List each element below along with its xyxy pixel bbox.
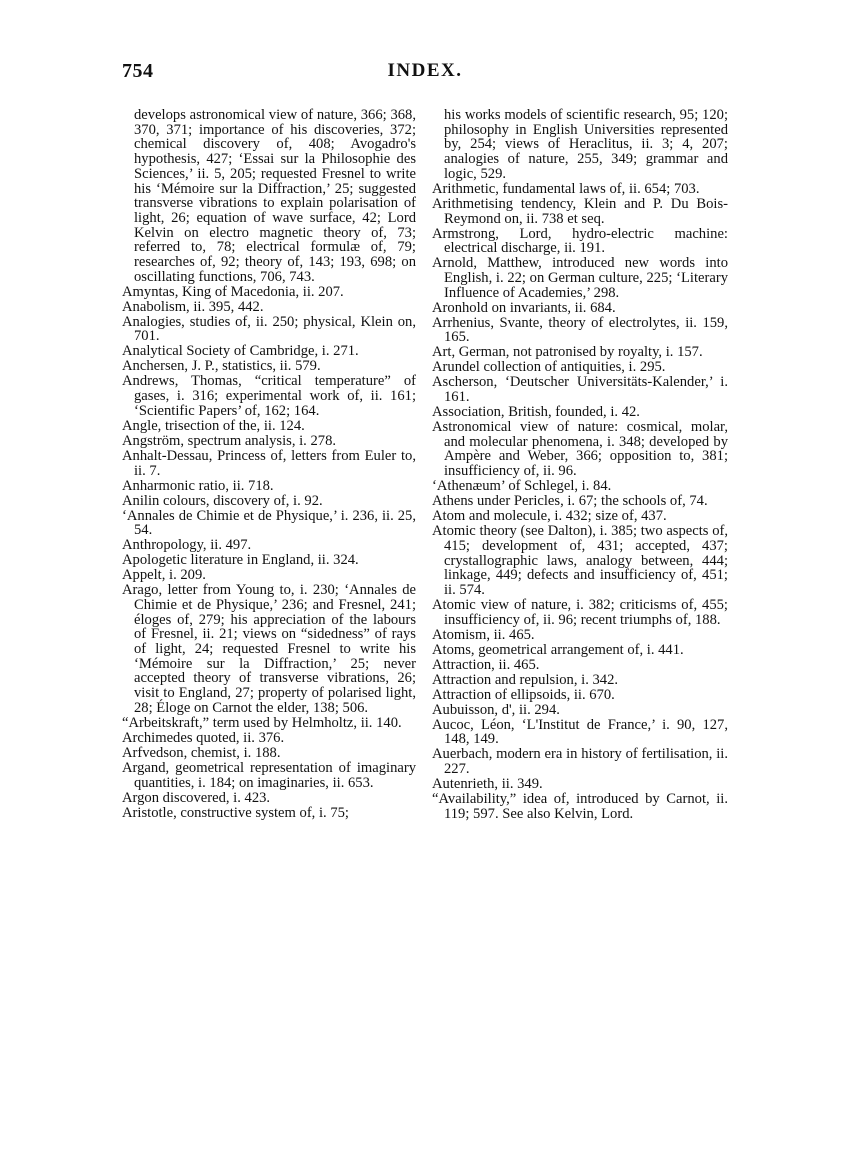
index-entry: Aubuisson, d', ii. 294. bbox=[432, 701, 560, 718]
index-entry: Aronhold on invariants, ii. 684. bbox=[432, 299, 616, 316]
index-entry: Apologetic literature in England, ii. 324. bbox=[122, 552, 359, 569]
index-entry: Angström, spectrum analysis, i. 278. bbox=[122, 432, 337, 449]
index-entry: Attraction and repulsion, i. 342. bbox=[432, 671, 619, 688]
index-entry: Anthropology, ii. 497. bbox=[122, 537, 252, 554]
page-title: INDEX. bbox=[387, 60, 463, 81]
index-entry: Arnold, Matthew, introduced new words into English, i. 22; on German culture, 225; ‘Literary Influence of Academies,’ 298. bbox=[432, 255, 728, 301]
index-entry: Auerbach, modern era in history of fertilisation, ii. 227. bbox=[432, 746, 728, 778]
index-entry: Argon discovered, i. 423. bbox=[122, 789, 271, 806]
index-entry: Anilin colours, discovery of, i. 92. bbox=[122, 492, 323, 509]
index-entry: Aucoc, Léon, ‘L'Institut de France,’ i. 90, 127, 148, 149. bbox=[432, 716, 728, 748]
index-entry: Analytical Society of Cambridge, i. 271. bbox=[122, 343, 359, 360]
index-entry: Arago, letter from Young to, i. 230; ‘Annales de Chimie et de Physique,’ 236; and Fresnel, 241; éloges of, 279; his appreciation of the labours of Fresnel, ii. 21; views on “sidedness” of rays of light, 24; requested Fresnel to write his ‘Mémoire sur la Diffraction,’ 25; never accepted theory of transverse vibrations, 26; visit to England, 27; property of polarised light, 28; Éloge on Carnot the elder, 138; 506. bbox=[122, 582, 416, 716]
index-entry: Attraction, ii. 465. bbox=[432, 656, 540, 673]
index-entry: ‘Annales de Chimie et de Physique,’ i. 236, ii. 25, 54. bbox=[122, 507, 416, 539]
index-entry: Arfvedson, chemist, i. 188. bbox=[122, 744, 281, 761]
index-entry: “Availability,” idea of, introduced by Carnot, ii. 119; 597. See also Kelvin, Lord. bbox=[432, 791, 728, 822]
index-column-left bbox=[122, 108, 416, 821]
index-entry: Art, German, not patronised by royalty, i. 157. bbox=[432, 344, 703, 361]
index-entry: Anharmonic ratio, ii. 718. bbox=[122, 477, 274, 494]
index-entry: Analogies, studies of, ii. 250; physical, Klein on, 701. bbox=[122, 313, 416, 345]
index-entry-continued: his works models of scientific research, 95; 120; philosophy in English Universities represented by, 254; views of Heraclitus, ii. 3; 4, 207; analogies of nature, 255, 349; grammar and logic, 529. bbox=[444, 107, 728, 182]
index-entry: ‘Athenæum’ of Schlegel, i. 84. bbox=[432, 478, 612, 495]
index-column-right bbox=[432, 108, 728, 822]
index-entry: Astronomical view of nature: cosmical, molar, and molecular phenomena, i. 348; developed by Ampère and Weber, 366; opposition to, 381; insufficiency of, ii. 96. bbox=[432, 419, 728, 480]
index-entry: Armstrong, Lord, hydro-electric machine: electrical discharge, ii. 191. bbox=[432, 225, 728, 257]
index-entry: Anhalt-Dessau, Princess of, letters from Euler to, ii. 7. bbox=[122, 447, 416, 479]
index-entry: Argand, geometrical representation of imaginary quantities, i. 184; on imaginaries, ii. 653. bbox=[122, 759, 416, 791]
index-entry: Atomic theory (see Dalton), i. 385; two aspects of, 415; development of, 431; accepted, 437; crystallographic laws, analogy between, 444; linkage, 449; defects and insufficiency of, 451; ii. 574. bbox=[432, 523, 728, 598]
index-entry: Atom and molecule, i. 432; size of, 437. bbox=[432, 508, 667, 525]
index-entry: Atomic view of nature, i. 382; criticisms of, 455; insufficiency of, ii. 96; recent triumphs of, 188. bbox=[432, 596, 728, 628]
index-entry: Arithmetising tendency, Klein and P. Du Bois-Reymond on, ii. 738 et seq. bbox=[432, 195, 728, 227]
index-entry: Arithmetic, fundamental laws of, ii. 654; 703. bbox=[432, 180, 700, 197]
index-entry: “Arbeitskraft,” term used by Helmholtz, ii. 140. bbox=[122, 714, 402, 731]
index-entry: Archimedes quoted, ii. 376. bbox=[122, 729, 285, 746]
index-entry: Atomism, ii. 465. bbox=[432, 626, 535, 643]
index-entry: Ascherson, ‘Deutscher Universitäts-Kalender,’ i. 161. bbox=[432, 374, 728, 406]
index-entry: Arrhenius, Svante, theory of electrolytes, ii. 159, 165. bbox=[432, 314, 728, 346]
index-entry: Andrews, Thomas, “critical temperature” of gases, i. 316; experimental work of, ii. 161; ‘Scientific Papers’ of, 162; 164. bbox=[122, 373, 416, 419]
index-entry: Angle, trisection of the, ii. 124. bbox=[122, 417, 305, 434]
index-entry: Anchersen, J. P., statistics, ii. 579. bbox=[122, 358, 321, 375]
index-entry: Association, British, founded, i. 42. bbox=[432, 404, 640, 421]
index-entry: Anabolism, ii. 395, 442. bbox=[122, 298, 264, 315]
index-entry: Athens under Pericles, i. 67; the schools of, 74. bbox=[432, 493, 708, 510]
index-entry: Autenrieth, ii. 349. bbox=[432, 776, 543, 793]
index-entry: Attraction of ellipsoids, ii. 670. bbox=[432, 686, 615, 703]
index-entry: Atoms, geometrical arrangement of, i. 441. bbox=[432, 641, 684, 658]
index-entry-continued: develops astronomical view of nature, 366; 368, 370, 371; importance of his discoveries, 372; chemical discovery of, 408; Avogadro's hypothesis, 427; ‘Essai sur la Philosophie des Sciences,’ ii. 5, 205; requested Fresnel to write his ‘Mémoire sur la Diffraction,’ 25; suggested transverse vibrations to explain polarisation of light, 26; equation of wave surface, 42; Lord Kelvin on electro magnetic theory of, 73; referred to, 78; electrical formulæ of, 79; researches of, 92; theory of, 143; 193, 698; on oscillating functions, 706, 743. bbox=[134, 107, 416, 285]
page-header bbox=[122, 60, 728, 88]
index-entry: Aristotle, constructive system of, i. 75; bbox=[122, 804, 349, 821]
index-entry: Arundel collection of antiquities, i. 295. bbox=[432, 359, 666, 376]
index-entry: Amyntas, King of Macedonia, ii. 207. bbox=[122, 283, 344, 300]
page-number: 754 bbox=[122, 60, 154, 82]
index-entry: Appelt, i. 209. bbox=[122, 567, 206, 584]
